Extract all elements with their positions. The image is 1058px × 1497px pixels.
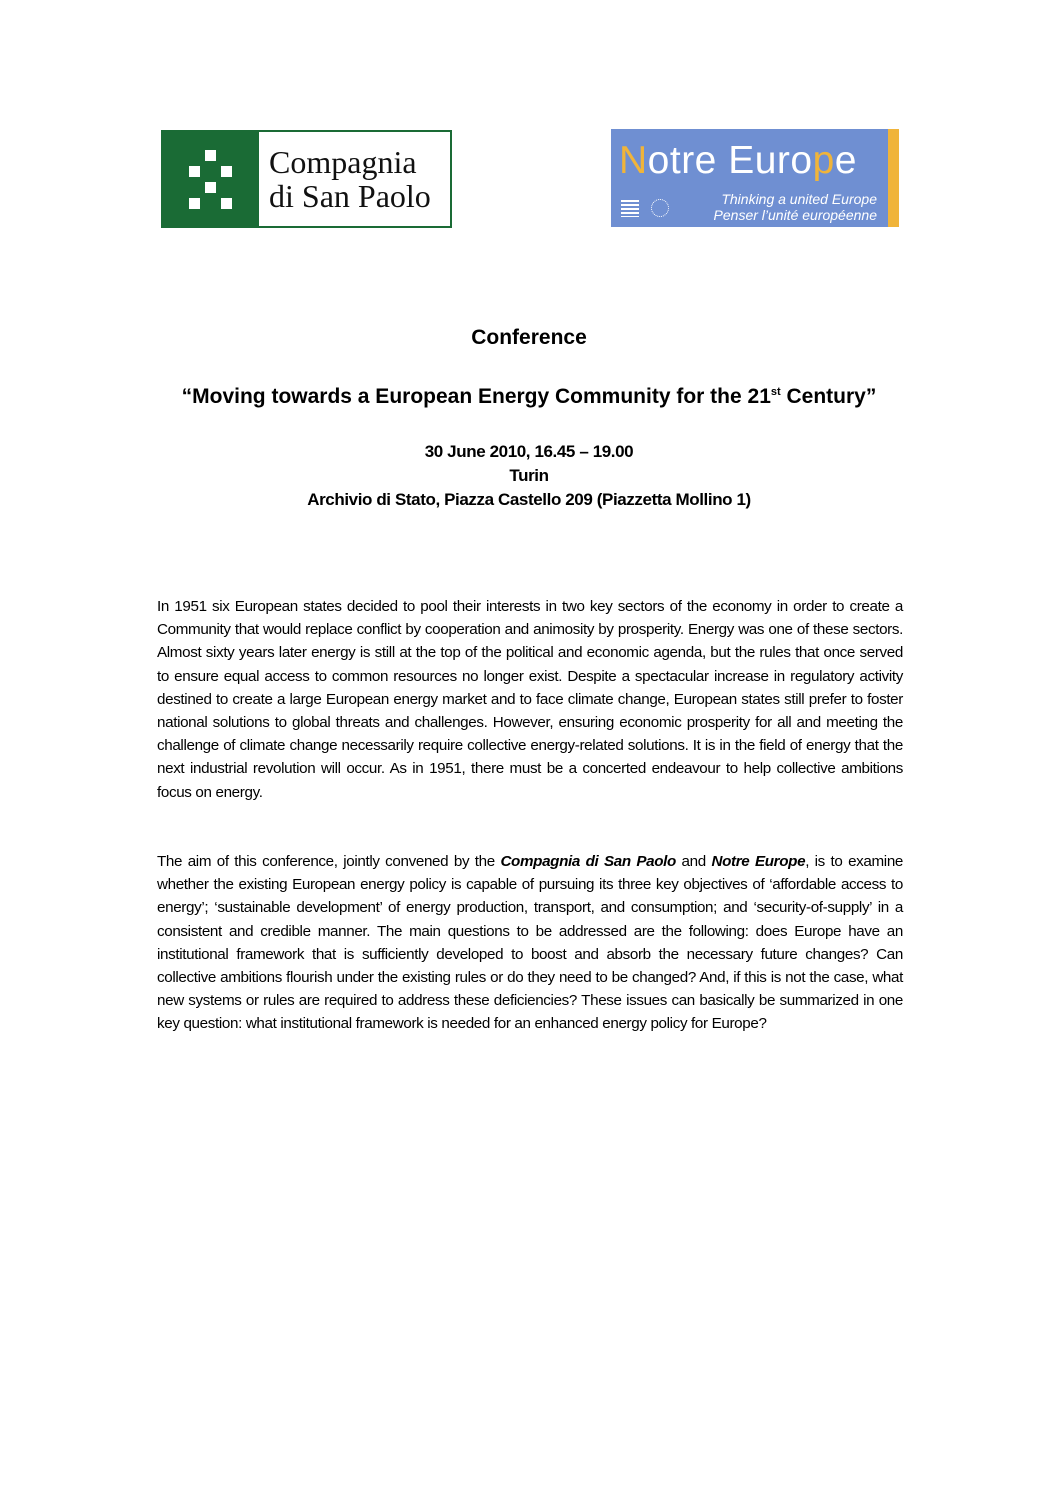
tagline-fr: Penser l’unité européenne (713, 207, 877, 223)
event-venue: Archivio di Stato, Piazza Castello 209 (Piazzetta Mollino 1) (307, 490, 751, 509)
tagline-en: Thinking a united Europe (721, 191, 877, 207)
document-icon (621, 200, 639, 217)
logo-squares-icon (163, 132, 259, 226)
notre-europe-wordmark: Notre Europe (619, 139, 857, 182)
event-date: 30 June 2010, 16.45 – 19.00 (424, 442, 634, 461)
compagnia-di-san-paolo-logo (161, 130, 452, 228)
eu-stars-icon (651, 199, 669, 217)
org-name-compagnia: Compagnia di San Paolo (500, 853, 676, 870)
paragraph-1: In 1951 six European states decided to pool their interests in two key sectors of the economy in order to create a Community that would replace conflict by cooperation and animosity by prosperity. Energy was one of these sectors. Almost sixty years later energy is still at the top of the political and economic agenda, but the rules that once served to ensure equal access to common resources no longer exist. Despite a spectacular increase in regulatory activity destined to create a large European energy market and to face climate change, European states still prefer to foster national solutions to global threats and challenges. However, ensuring economic prosperity for all and meeting the challenge of climate change necessarily require collective energy-related solutions. It is in the field of energy that the next industrial revolution will occur. As in 1951, there must be a concerted endeavour to help collective ambitions focus on energy. (157, 598, 903, 801)
conference-title: “Moving towards a European Energy Community for the 21st Century” (181, 385, 877, 408)
event-details (0, 440, 1058, 512)
notre-europe-logo (611, 129, 899, 227)
logo-text-line2: di San Paolo (269, 178, 431, 214)
logo-text-line1: Compagnia (269, 144, 417, 180)
event-city: Turin (509, 466, 549, 485)
accent-bar (888, 129, 899, 227)
paragraph-2: The aim of this conference, jointly convened by the Compagnia di San Paolo and Notre Europe, is to examine whether the existing European energy policy is capable of pursuing its three key objectives of ‘affordable access to energy’; ‘sustainable development’ of energy production, transport, and consumption; and ‘security-of-supply’ in a consistent and credible manner. The main questions to be addressed are the following: does Europe have an institutional framework that is sufficiently developed to boost and absorb the necessary future changes? Can collective ambitions flourish under the existing rules or do they need to be changed? And, if this is not the case, what new systems or rules are required to address these deficiencies? These issues can basically be summarized in one key question: what institutional framework is needed for an enhanced energy policy for Europe? (157, 853, 904, 1033)
org-name-notre-europe: Notre Europe (711, 853, 806, 870)
document-kind: Conference (471, 326, 587, 349)
